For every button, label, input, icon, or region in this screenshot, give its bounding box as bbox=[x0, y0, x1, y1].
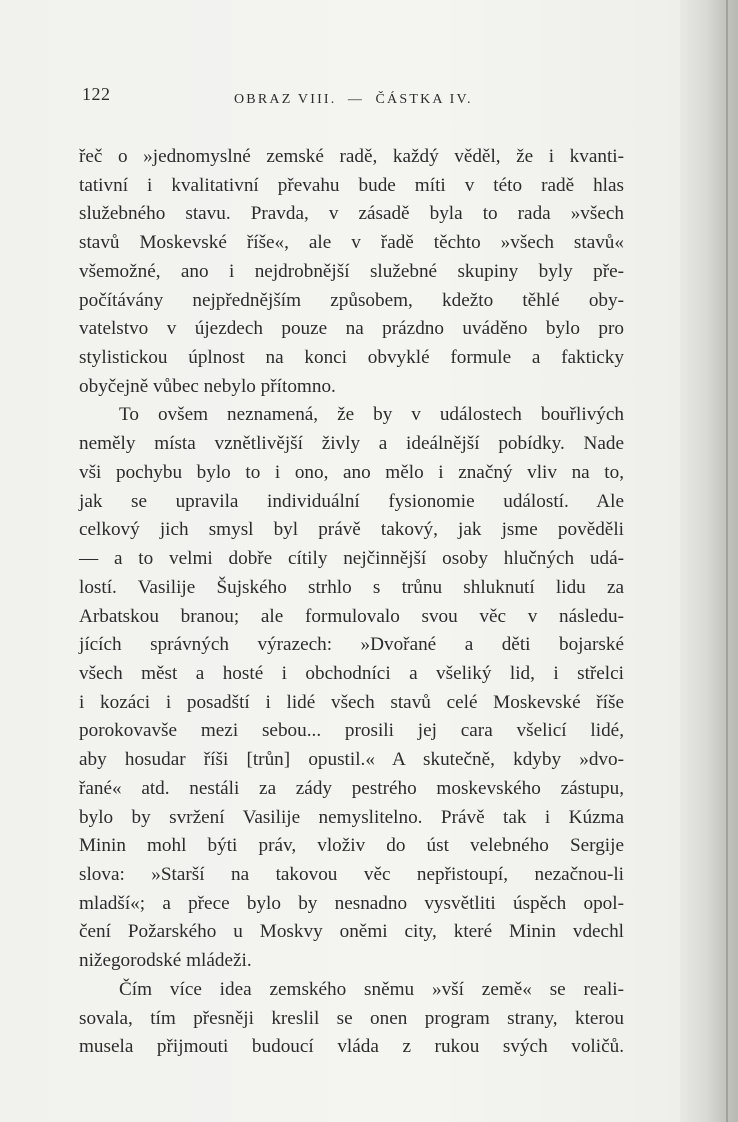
text-line: jících správných výrazech: »Dvořané a děti bojarské bbox=[79, 634, 624, 656]
text-line: i kozáci i posadští i lidé všech stavů celé Moskevské říše bbox=[79, 691, 624, 713]
running-head: OBRAZ VIII. — ČÁSTKA IV. bbox=[234, 92, 473, 107]
text-line: vši pochybu bylo to i ono, ano mělo i značný vliv na to, bbox=[79, 461, 624, 483]
page-number: 122 bbox=[82, 84, 111, 104]
text-line: — a to velmi dobře cítily nejčinnější osoby hlučných udá- bbox=[79, 548, 624, 570]
paragraph bbox=[79, 401, 624, 975]
text-line: slova: »Starší na takovou věc nepřistoupí, nezačnou-li bbox=[79, 863, 624, 885]
text-line: stavů Moskevské říše«, ale v řadě těchto »všech stavů« bbox=[79, 232, 624, 254]
text-line: služebného stavu. Pravda, v zásadě byla to rada »všech bbox=[79, 203, 624, 225]
text-line: neměly místa vznětlivější živly a ideálnější pobídky. Nade bbox=[79, 433, 624, 455]
text-line: mladší«; a přece bylo by nesnadno vysvětliti úspěch opol- bbox=[79, 892, 624, 914]
text-line: sovala, tím přesněji kreslil se onen program strany, kterou bbox=[79, 1007, 624, 1029]
gutter-edge bbox=[726, 0, 728, 1122]
text-line: čení Požarského u Moskvy oněmi city, které Minin vdechl bbox=[79, 921, 624, 943]
text-line: aby hosudar říši [trůn] opustil.« A skutečně, kdyby »dvo- bbox=[79, 749, 624, 771]
text-line: obyčejně vůbec nebylo přítomno. bbox=[79, 375, 336, 397]
text-line: To ovšem neznamená, že by v událostech bouřlivých bbox=[119, 404, 624, 426]
text-line: bylo by svržení Vasilije nemyslitelno. Právě tak i Kúzma bbox=[79, 806, 624, 828]
text-line: vatelstvo v újezdech pouze na prázdno uváděno bylo pro bbox=[79, 318, 624, 340]
text-line: řané« atd. nestáli za zády pestrého moskevského zástupu, bbox=[79, 777, 624, 799]
text-line: Arbatskou branou; ale formulovalo svou věc v následu- bbox=[79, 605, 624, 627]
gutter-shadow bbox=[680, 0, 738, 1122]
text-line: všemožné, ano i nejdrobnější služebné skupiny byly pře- bbox=[79, 260, 624, 282]
text-line: počítávány nejpřednějším způsobem, kdežto těhlé oby- bbox=[79, 289, 624, 311]
text-line: porokovavše mezi sebou... prosili jej cara všelicí lidé, bbox=[79, 720, 624, 742]
text-line: nižegorodské mládeži. bbox=[79, 950, 252, 972]
text-line: Čím více idea zemského sněmu »vší země« se reali- bbox=[119, 978, 624, 1000]
text-line: jak se upravila individuální fysionomie událostí. Ale bbox=[79, 490, 624, 512]
paragraph bbox=[79, 976, 624, 1062]
text-line: celkový jich smysl byl právě takový, jak jsme pověděli bbox=[79, 519, 624, 541]
text-line: tativní i kvalitativní převahu bude míti v této radě hlas bbox=[79, 174, 624, 196]
text-line: řeč o »jednomyslné zemské radě, každý věděl, že i kvanti- bbox=[79, 146, 624, 167]
text-line: stylistickou úplnost na konci obvyklé formule a fakticky bbox=[79, 347, 624, 369]
body-text bbox=[79, 143, 624, 1062]
text-line: lostí. Vasilije Šujského strhlo s trůnu shluknutí lidu za bbox=[79, 576, 624, 598]
page-header bbox=[82, 84, 624, 110]
paragraph bbox=[79, 143, 624, 401]
text-line: všech měst a hosté i obchodníci a všeliký lid, i střelci bbox=[79, 662, 624, 684]
text-line: musela přijmouti budoucí vláda z rukou svých voličů. bbox=[79, 1036, 624, 1058]
text-line: Minin mohl býti práv, vloživ do úst velebného Sergije bbox=[79, 835, 624, 857]
